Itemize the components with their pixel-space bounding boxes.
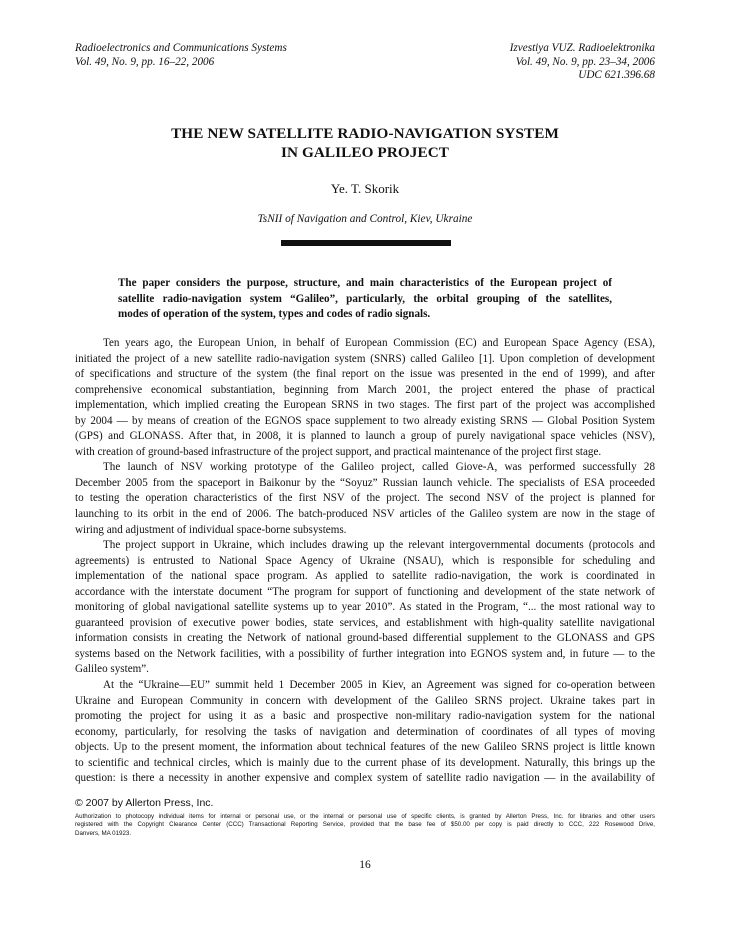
- paper-title: [75, 124, 655, 162]
- text-line: initiated the project of a new satellite radio-navigation system (SNRS) called Galileo [1]. Upon completion of development: [75, 352, 655, 365]
- text-line: comprehensive economical substantiation, beginning from March 2001, the project entered the phase of practical: [75, 383, 655, 396]
- text-line: The launch of NSV working prototype of the Galileo project, called Giove-A, was performed successfully 28: [103, 461, 655, 474]
- text-line: with creation of ground-based infrastructure of the project support, and practical maintenance of the project first stage.: [75, 445, 602, 458]
- text-line: implementation, which implied creating the European SRNS in two stages. The first part of the project was accomplished: [75, 399, 655, 412]
- text-line: At the “Ukraine—EU” summit held 1 December 2005 in Kiev, an Agreement was signed for co-operation between: [103, 679, 655, 692]
- abstract: [118, 276, 612, 323]
- fineprint-line: Danvers, MA 01923.: [75, 829, 132, 837]
- text-line: launching to its orbit in the end of 2006. The batch-produced NSV articles of the Galileo system are now in the stage of: [75, 508, 655, 521]
- abstract-line: satellite radio-navigation system “Galileo”, particularly, the orbital grouping of the satellites,: [118, 292, 612, 305]
- text-line: Galileo system”.: [75, 663, 149, 676]
- copyright-footer: [75, 797, 655, 838]
- text-line: of specifications and structure of the system (the final report on the issue was presented in the end of 1999), and after: [75, 368, 655, 381]
- text-line: economy, particularly, for resolving the tasks of navigation and determination of coordinates of all types of moving: [75, 725, 655, 738]
- text-line: accordance with the interstate document “The program for support of functioning and development of the state network of: [75, 585, 655, 598]
- udc-code: UDC 621.396.68: [578, 69, 655, 81]
- journal-name: Radioelectronics and Communications Systems: [75, 42, 287, 54]
- text-line: December 2005 from the spaceport in Baikonur by the “Soyuz” Russian launch vehicle. The specialists of ESA proceeded: [75, 476, 655, 489]
- text-line: guaranteed provision of executive power bodies, state services, and establishment with high-quality satellite navigational: [75, 616, 655, 629]
- journal-header-russian: [510, 42, 655, 83]
- journal-volume-russian: Vol. 49, No. 9, pp. 23–34, 2006: [515, 55, 655, 68]
- page-number: 16: [359, 859, 371, 871]
- paragraph: [75, 538, 655, 678]
- text-line: Ten years ago, the European Union, in behalf of European Commission (EC) and European Space Agency (ESA),: [103, 337, 655, 349]
- author-name: Ye. T. Skorik: [330, 181, 400, 196]
- text-line: systems based on the Network facilities, with a possibility of further integration into EGNOS system and, in future — to the: [75, 647, 655, 660]
- text-line: The project support in Ukraine, which includes drawing up the relevant intergovernmental documents (protocols and: [103, 539, 655, 552]
- text-line: question: is there a necessity in another expensive and complex system of satellite radio navigation — in the availability of: [75, 772, 655, 785]
- paragraph: [75, 678, 655, 787]
- fineprint-line: registered with the Copyright Clearance Center (CCC) Transactional Reporting Service, provided that the base fee of $50.00 per copy is paid directly to CCC, 222 Rosewood Drive,: [75, 821, 655, 829]
- fineprint-line: Authorization to photocopy individual items for internal or personal use, or the internal or personal use of specific clients, is granted by Allerton Press, Inc. for libraries and other users: [75, 813, 655, 820]
- text-line: Ukraine and European Community in concern with development of the Galileo SRNS project. Ukraine takes part in: [75, 694, 655, 707]
- photocopy-authorization: [75, 813, 655, 838]
- text-line: wiring and adjustment of individual space-borne subsystems.: [75, 523, 347, 536]
- title-divider: [281, 240, 451, 246]
- text-line: information consists in creating the Network of national ground-based differential supplement to the GLONASS and GPS: [75, 632, 655, 645]
- text-line: implementation of the national space program. As applied to satellite radio-navigation, the work is coordinated in: [75, 570, 655, 583]
- copyright-notice: © 2007 by Allerton Press, Inc.: [75, 797, 214, 809]
- journal-volume: Vol. 49, No. 9, pp. 16–22, 2006: [75, 55, 215, 68]
- text-line: monitoring of global navigational satellite systems up to year 2010”. As stated in the Program, “... the most rational way to: [75, 601, 655, 614]
- title-line: THE NEW SATELLITE RADIO-NAVIGATION SYSTEM: [171, 125, 559, 142]
- journal-name-russian: Izvestiya VUZ. Radioelektronika: [509, 42, 655, 54]
- author-affiliation: TsNII of Navigation and Control, Kiev, Ukraine: [257, 213, 473, 225]
- text-line: to testing the operation characteristics of the first NSV of the project. The second NSV of the project is planned for: [75, 492, 655, 505]
- text-line: (GPS) and GLONASS. After that, in 2008, it is planned to launch a group of purely navigational space vehicles (NSV),: [75, 430, 655, 443]
- journal-header-english: [75, 42, 287, 69]
- text-line: by 2004 — by means of creation of the EGNOS space supplement to two already existing SRNS — Global Position System: [75, 414, 655, 427]
- text-line: promoting the project for using it as a basic and prospective non-military radio-navigation system for the national: [75, 710, 655, 723]
- text-line: objects. Up to the present moment, the information about technical features of the new Galileo SRNS project is little known: [75, 741, 655, 754]
- text-line: agreements) is entrusted to National Space Agency of Ukraine (NSAU), which is responsible for scheduling and: [75, 554, 655, 567]
- body-text: [75, 336, 655, 787]
- title-line: IN GALILEO PROJECT: [280, 144, 450, 161]
- text-line: to scientific and technical circles, which is mainly due to the current phase of its development. Naturally, this brings up the: [75, 756, 655, 769]
- abstract-line: modes of operation of the system, types and codes of radio signals.: [118, 308, 431, 321]
- abstract-line: The paper considers the purpose, structure, and main characteristics of the European project of: [118, 277, 612, 289]
- paragraph: [75, 336, 655, 460]
- paragraph: [75, 460, 655, 538]
